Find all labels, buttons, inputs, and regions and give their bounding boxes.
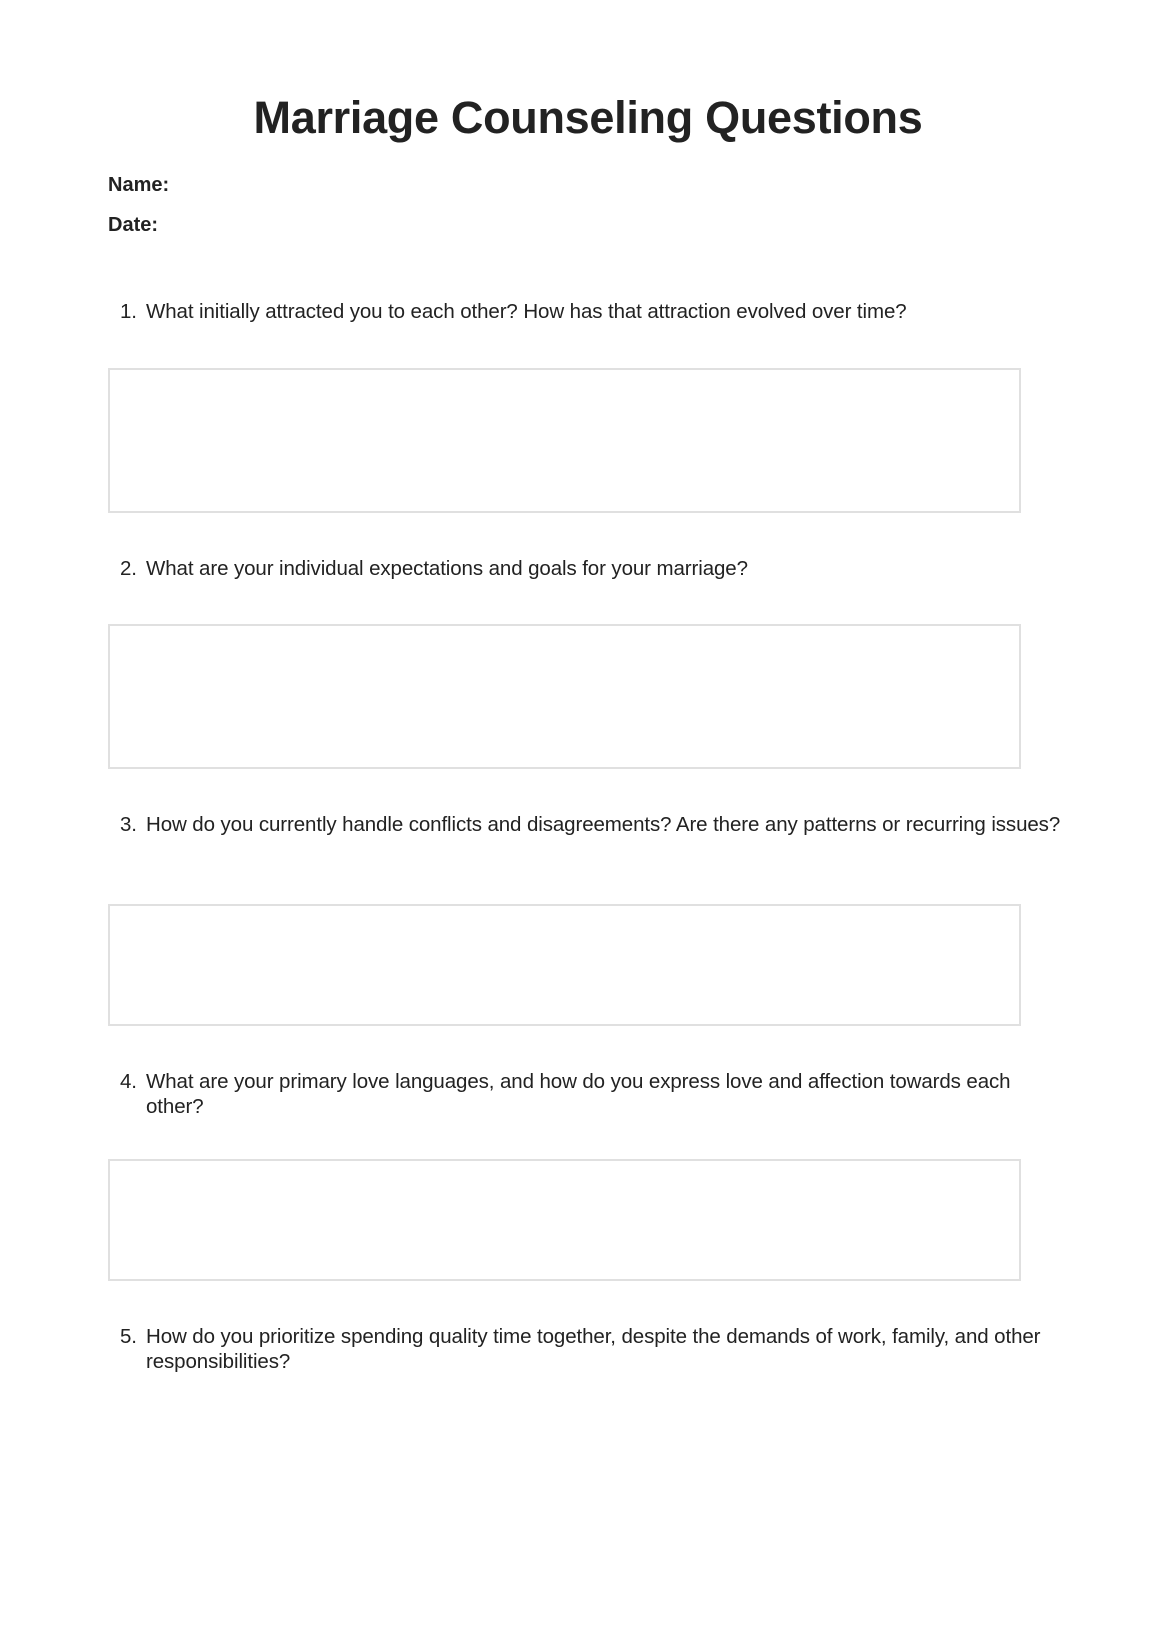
question-number: 5. — [120, 1325, 137, 1348]
question-1 — [120, 299, 1070, 324]
answer-box-4[interactable] — [108, 1159, 1021, 1281]
question-text: What initially attracted you to each other? How has that attraction evolved over time? — [146, 300, 907, 323]
question-5 — [120, 1324, 1070, 1374]
question-3 — [120, 812, 1070, 837]
question-2 — [120, 556, 1070, 581]
answer-box-2[interactable] — [108, 624, 1021, 769]
question-text: What are your individual expectations and goals for your marriage? — [146, 557, 748, 580]
document-title: Marriage Counseling Questions — [253, 92, 923, 143]
question-number: 4. — [120, 1070, 137, 1093]
question-number: 1. — [120, 300, 137, 323]
question-4 — [120, 1069, 1070, 1119]
answer-box-1[interactable] — [108, 368, 1021, 513]
name-field-label: Name: — [108, 174, 170, 196]
question-text: What are your primary love languages, and how do you express love and affection towards each other? — [146, 1070, 1011, 1118]
question-number: 3. — [120, 813, 137, 836]
question-text: How do you prioritize spending quality time together, despite the demands of work, family, and other responsibilities? — [146, 1325, 1041, 1373]
question-number: 2. — [120, 557, 137, 580]
answer-box-3[interactable] — [108, 904, 1021, 1026]
question-text: How do you currently handle conflicts and disagreements? Are there any patterns or recurring issues? — [146, 813, 1061, 836]
date-field-label: Date: — [108, 214, 159, 236]
